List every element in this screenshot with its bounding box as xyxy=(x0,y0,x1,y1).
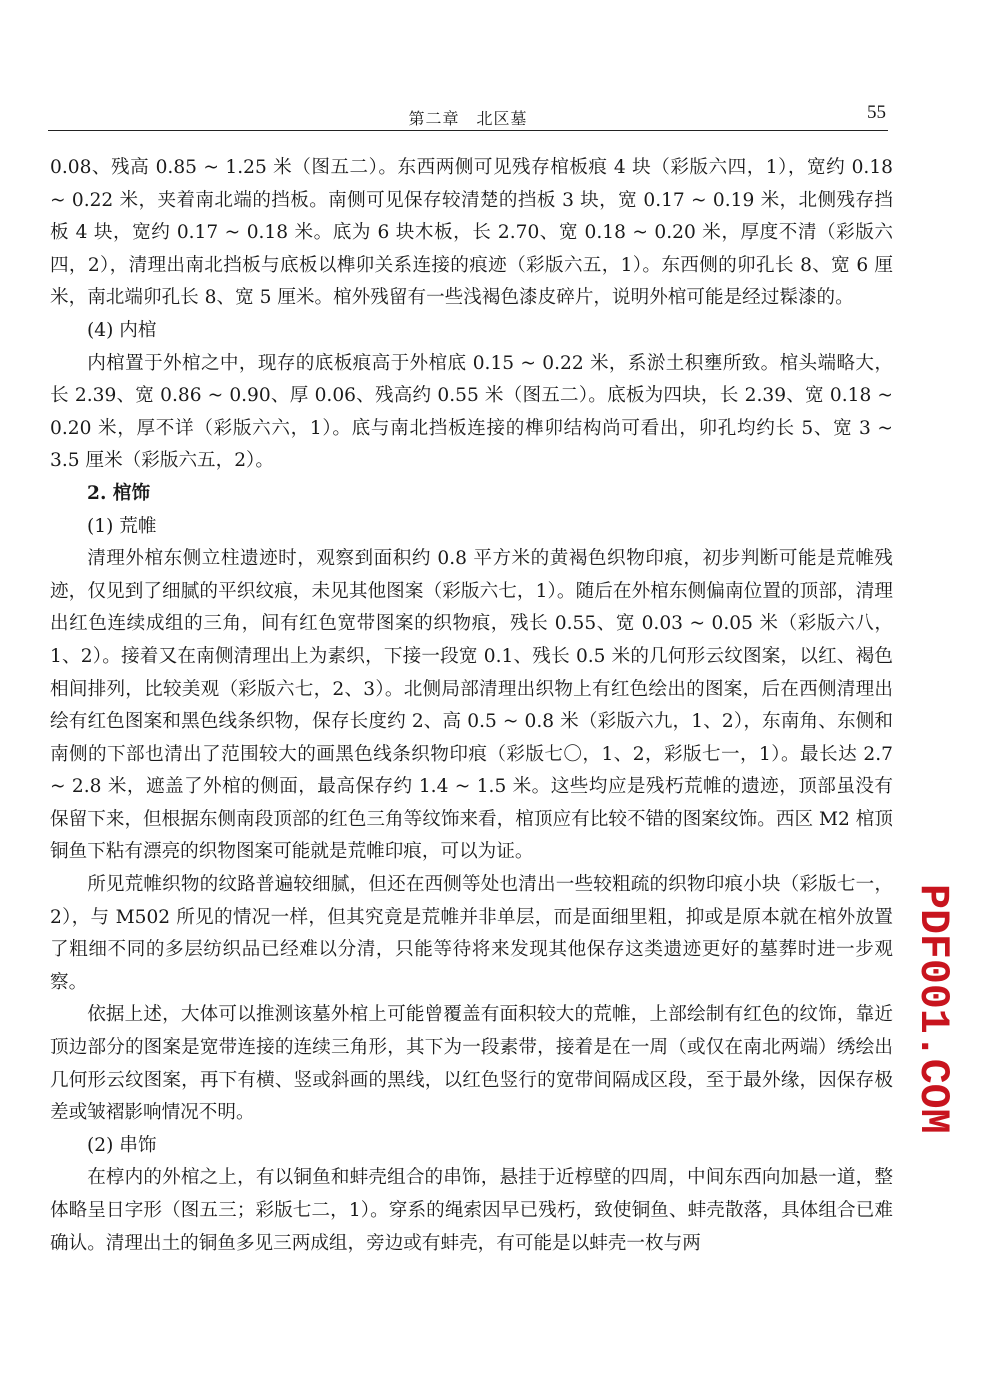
watermark-text: PDF001.COM xyxy=(909,884,956,1134)
section-heading-chuanshi: (2) 串饰 xyxy=(87,1134,157,1156)
section-heading-coffin-ornament: 2. 棺饰 xyxy=(87,482,151,504)
section-heading-inner-coffin: (4) 内棺 xyxy=(87,319,157,341)
paragraph-inner-coffin: 内棺置于外棺之中，现存的底板痕高于外棺底 0.15 ~ 0.22 米，系淤土积壅所致。棺头端略大，长 2.39、宽 0.86 ~ 0.90、厚 0.06、残高约 0.55 米（图五二）。底板为四块，长 2.39、宽 0.18 ~ 0.20 米，厚不详（彩版六六，1）。底与南北挡板连接的榫卯结构尚可看出，卯孔均约长 5、宽 3 ~ 3.5 厘米（彩版六五，2）。 xyxy=(50,352,893,472)
watermark-graphic xyxy=(904,884,968,1134)
page-header xyxy=(48,100,888,131)
watermark xyxy=(904,884,968,1134)
running-head: 第二章 北区墓 xyxy=(408,109,528,128)
page-number: 55 xyxy=(867,102,886,123)
body-text xyxy=(50,152,893,1260)
paragraph-outer-coffin-continued: 0.08、残高 0.85 ~ 1.25 米（图五二）。东西两侧可见残存棺板痕 4 块（彩版六四，1），宽约 0.18 ~ 0.22 米，夹着南北端的挡板。南侧可见保存较清楚的挡板 3 块，宽 0.17 ~ 0.19 米，北侧残存挡板 4 块，宽约 0.17 ~ 0.18 米。底为 6 块木板，长 2.70、宽 0.18 ~ 0.20 米，厚度不清（彩版六四，2），清理出南北挡板与底板以榫卯关系连接的痕迹（彩版六五，1）。东西侧的卯孔长 8、宽 6 厘米，南北端卯孔长 8、宽 5 厘米。棺外残留有一些浅褐色漆皮碎片，说明外棺可能是经过髹漆的。 xyxy=(50,157,893,309)
paragraph-huangwei-texture: 所见荒帷织物的纹路普遍较细腻，但还在西侧等处也清出一些较粗疏的织物印痕小块（彩版七一，2），与 M502 所见的情况一样，但其究竟是荒帷并非单层，而是面细里粗，抑或是原本就在棺外放置了粗细不同的多层纺织品已经难以分清，只能等待将来发现其他保存这类遗迹更好的墓葬时进一步观察。 xyxy=(50,874,893,993)
paragraph-huangwei-inference: 依据上述，大体可以推测该墓外棺上可能曾覆盖有面积较大的荒帷，上部绘制有红色的纹饰，靠近顶边部分的图案是宽带连接的连续三角形，其下为一段素带，接着是在一周（或仅在南北两端）绣绘出几何形云纹图案，再下有横、竖或斜画的黑线，以红色竖行的宽带间隔成区段，至于最外缘，因保存极差或皱褶影响情况不明。 xyxy=(50,1004,893,1124)
paragraph-huangwei-traces: 清理外棺东侧立柱遗迹时，观察到面积约 0.8 平方米的黄褐色织物印痕，初步判断可能是荒帷残迹，仅见到了细腻的平织纹痕，未见其他图案（彩版六七，1）。随后在外棺东侧偏南位置的顶部，清理出红色连续成组的三角，间有红色宽带图案的织物痕，残长 0.55、宽 0.03 ~ 0.05 米（彩版六八，1、2）。接着又在南侧清理出上为素织，下接一段宽 0.1、残长 0.5 米的几何形云纹图案，以红、褐色相间排列，比较美观（彩版六七，2、3）。北侧局部清理出织物上有红色绘出的图案，后在西侧清理出绘有红色图案和黑色线条织物，保存长度约 2、高 0.5 ~ 0.8 米（彩版六九，1、2），东南角、东侧和南侧的下部也清出了范围较大的画黑色线条织物印痕（彩版七〇，1、2，彩版七一，1）。最长达 2.7 ~ 2.8 米，遮盖了外棺的侧面，最高保存约 1.4 ~ 1.5 米。这些均应是残朽荒帷的遗迹，顶部虽没有保留下来，但根据东侧南段顶部的红色三角等纹饰来看，棺顶应有比较不错的图案纹饰。西区 M2 棺顶铜鱼下粘有漂亮的织物图案可能就是荒帷印痕，可以为证。 xyxy=(50,548,893,863)
paragraph-chuanshi: 在椁内的外棺之上，有以铜鱼和蚌壳组合的串饰，悬挂于近椁壁的四周，中间东西向加悬一道，整体略呈日字形（图五三；彩版七二，1）。穿系的绳索因早已残朽，致使铜鱼、蚌壳散落，具体组合已难确认。清理出土的铜鱼多见三两成组，旁边或有蚌壳，有可能是以蚌壳一枚与两 xyxy=(50,1167,893,1254)
section-heading-huangwei: (1) 荒帷 xyxy=(87,515,157,537)
